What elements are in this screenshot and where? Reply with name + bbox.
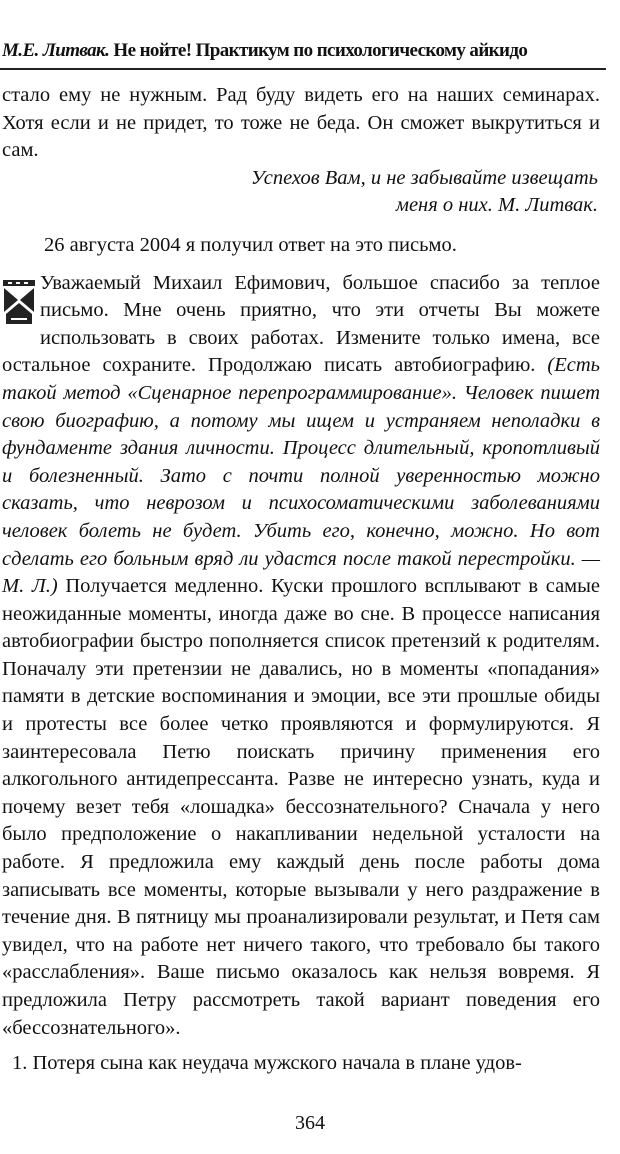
list-item-1: 1. Потеря сына как неудача мужского начала в плане удов- [12,1052,522,1075]
author-note-italic: (Есть такой метод «Сценарное перепрограммирование». Человек пишет свою биографию, а потому мы ищем и устраняем неполадки в фундаменте здания личности. Процесс длительный, кропотливый и болезненный. Зато с почти полной уверенностью можно сказать, что неврозом и психосоматическими заболеваниями человек болеть не будет. Убить его, конечно, можно. Но вот сделать его больным вряд ли удастся после такой перестройки. — М. Л.) [2,354,601,598]
paragraph-continuation: стало ему не нужным. Рад буду видеть его на наших семинарах. Хотя если и не придет, то тоже не беда. Он сможет выкрутиться и сам. [2,84,600,162]
date-line: 26 августа 2004 я получил ответ на это письмо. [44,233,457,256]
header-rule [0,68,606,70]
page-body [2,82,600,1078]
letter-paragraph [2,270,600,1043]
header-author: М.Е. Литвак. [2,40,110,61]
header-title: Не нойте! Практикум по психологическому айкидо [113,40,528,61]
signature-line-1: Успехов Вам, и не забывайте извещать [250,166,598,189]
running-header [2,40,602,62]
envelope-icon [2,278,36,326]
signature-line-2: меня о них. М. Литвак. [395,194,598,217]
page-number: 364 [295,1112,325,1134]
letter-text-start: Уважаемый Михаил Ефимович, большое спасибо за теплое письмо. Мне очень приятно, что эти отчеты Вы можете использовать в своих работах. Измените только имена, все остальное сохраните. Продолжаю писать автобиографию. [2,271,600,377]
letter-text-rest: Получается медленно. Куски прошлого всплывают в самые неожиданные моменты, иногда даже во сне. В процессе написания автобиографии быстро пополняется список претензий к родителям. Поначалу эти претензии не давались, но в моменты «попадания» памяти в детские воспоминания и эмоции, все эти прошлые обиды и протесты все более четко проявляются и формулируются. Я заинтересовала Петю поискать причину применения его алкогольного антидепрессанта. Разве не интересно узнать, куда и почему везет тебя «лошадка» бессознательного? Сначала у него было предположение о накапливании недельной усталости на работе. Я предложила ему каждый день после работы дома записывать все моменты, которые вызывали у него раздражение в течение дня. В пятницу мы проанализировали результат, и Петя сам увидел, что на работе нет ничего такого, что требовало бы такого «расслабления». Ваше письмо оказалось как нельзя вовремя. Я предложила Петру рассмотреть такой вариант поведения его «бессознательного». [2,575,601,1039]
